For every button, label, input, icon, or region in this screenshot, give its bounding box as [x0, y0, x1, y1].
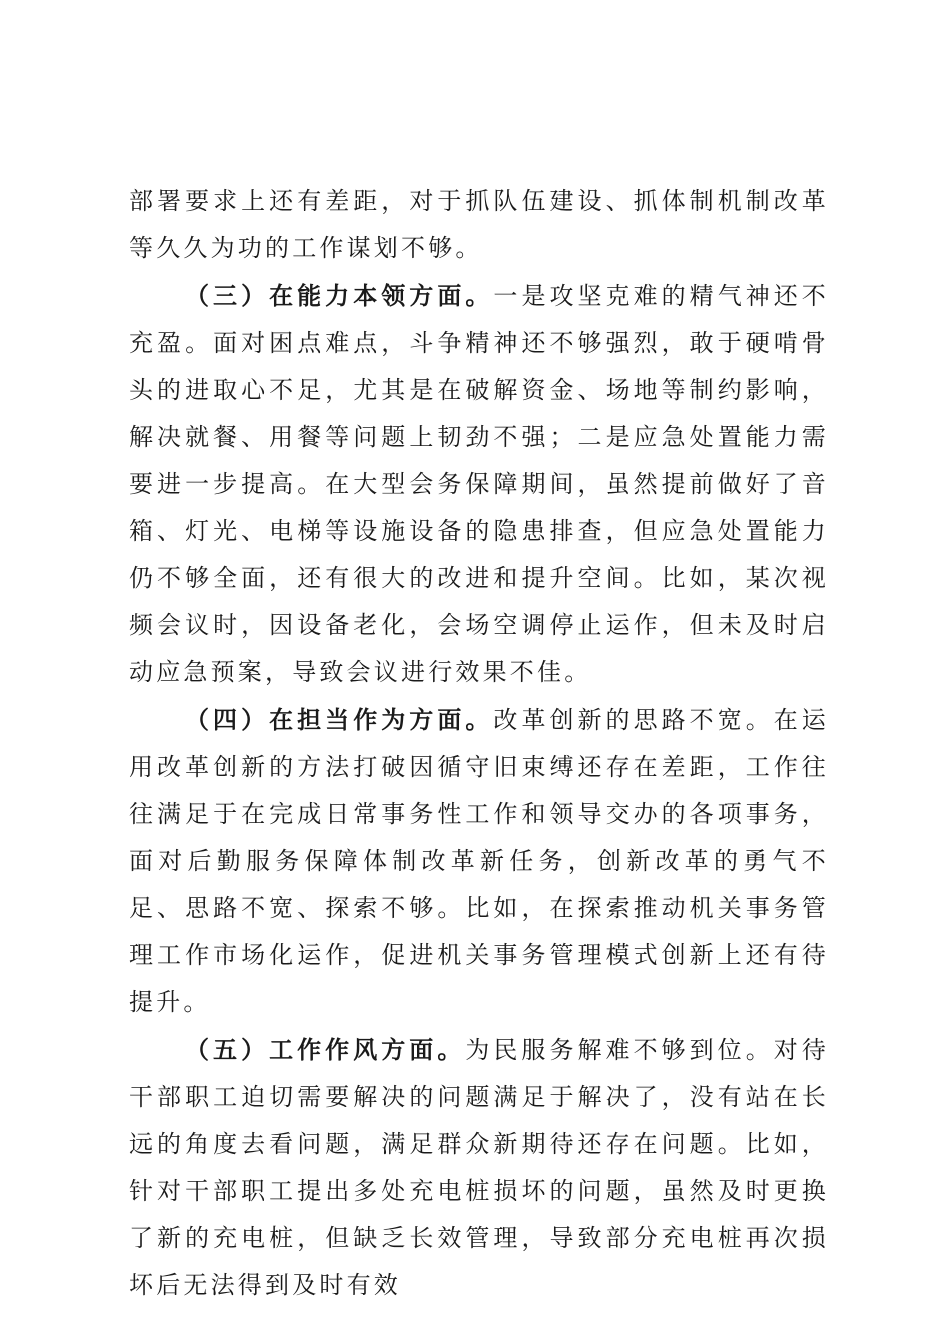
paragraph-body: 改革创新的思路不宽。在运用改革创新的方法打破因循守旧束缚还存在差距，工作往往满足于在完成日常事务性工作和领导交办的各项事务，面对后勤服务保障体制改革新任务，创新改革的勇气不足、思路不宽、探索不够。比如，在探索推动机关事务管理工作市场化运作，促进机关事务管理模式创新上还有待提升。: [129, 706, 830, 1016]
paragraph-body: 为民服务解难不够到位。对待干部职工迫切需要解决的问题满足于解决了，没有站在长远的角度去看问题，满足群众新期待还存在问题。比如，针对干部职工提出多处充电桩损坏的问题，虽然及时更换了新的充电桩，但缺乏长效管理，导致部分充电桩再次损坏后无法得到及时有效: [129, 1036, 829, 1299]
paragraph-heading: （四）在担当作为方面。: [185, 705, 494, 734]
paragraph-heading: （五）工作作风方面。: [185, 1035, 466, 1064]
paragraph-body: 部署要求上还有差距，对于抓队伍建设、抓体制机制改革等久久为功的工作谋划不够。: [129, 187, 829, 262]
paragraph-continuation: [129, 178, 829, 272]
document-body: [129, 178, 829, 1309]
paragraph-ability: [129, 272, 829, 696]
paragraph-responsibility: [129, 696, 829, 1026]
paragraph-body: 一是攻坚克难的精气神还不充盈。面对困点难点，斗争精神还不够强烈，敢于硬啃骨头的进取心不足，尤其是在破解资金、场地等制约影响，解决就餐、用餐等问题上韧劲不强；二是应急处置能力需要进一步提高。在大型会务保障期间，虽然提前做好了音箱、灯光、电梯等设施设备的隐患排查，但应急处置能力仍不够全面，还有很大的改进和提升空间。比如，某次视频会议时，因设备老化，会场空调停止运作，但未及时启动应急预案，导致会议进行效果不佳。: [129, 282, 830, 686]
paragraph-heading: （三）在能力本领方面。: [185, 281, 494, 310]
paragraph-work-style: [129, 1026, 829, 1309]
